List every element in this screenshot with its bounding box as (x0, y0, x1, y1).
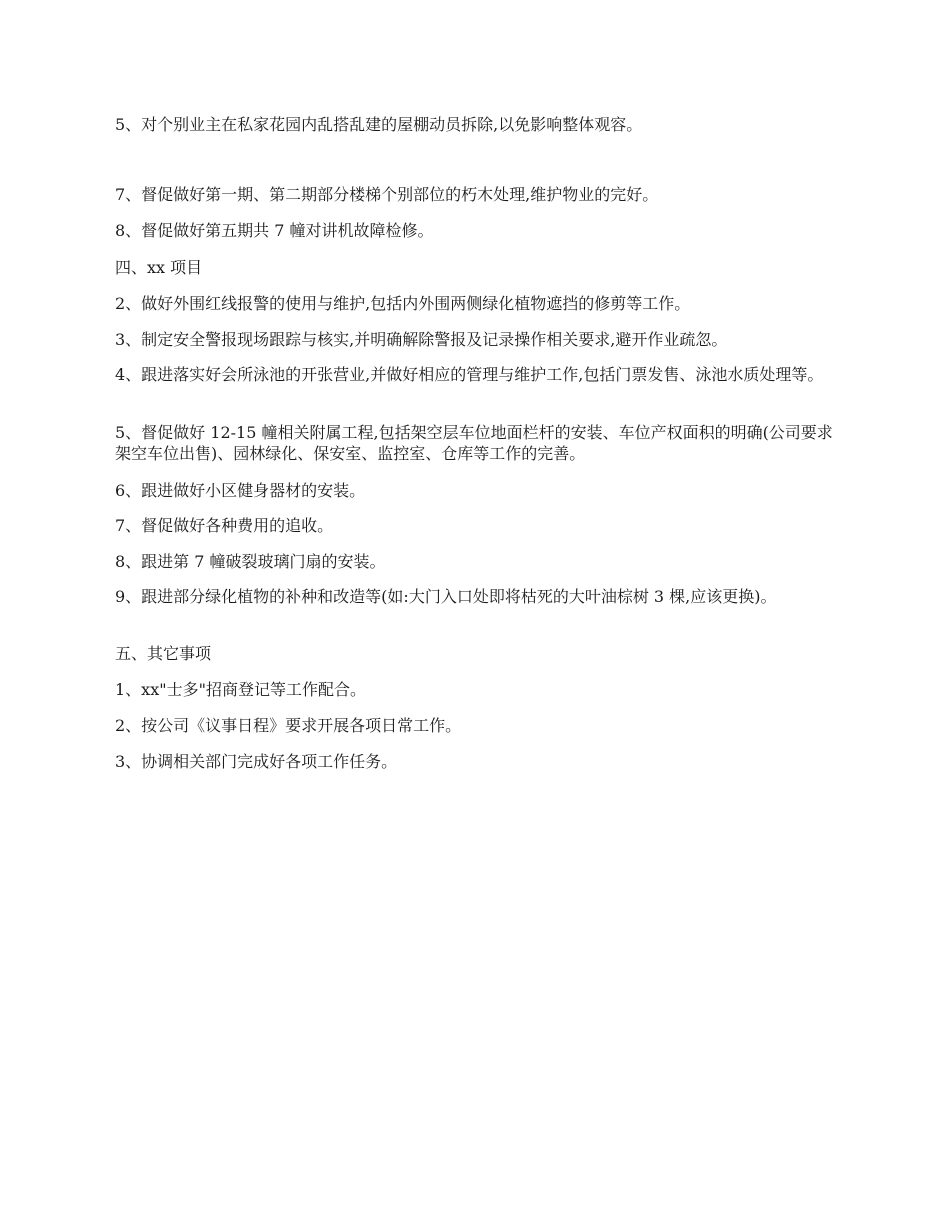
paragraph-item-7-fee-collection: 7、督促做好各种费用的追收。 (115, 516, 334, 535)
paragraph-item-4-pool: 4、跟进落实好会所泳池的开张营业,并做好相应的管理与维护工作,包括门票发售、泳池水质处理等。 (115, 365, 824, 384)
paragraph-item-8-intercom: 8、督促做好第五期共 7 幢对讲机故障检修。 (115, 221, 434, 240)
paragraph-item-9-replanting: 9、跟进部分绿化植物的补种和改造等(如:大门入口处即将枯死的大叶油棕树 3 棵,应该更换)。 (115, 587, 777, 606)
paragraph-item-8-glass-door: 8、跟进第 7 幢破裂玻璃门扇的安装。 (115, 552, 386, 571)
paragraph-item-5-buildings-12-15: 5、督促做好 12-15 幢相关附属工程,包括架空层车位地面栏杆的安装、车位产权面积的明确(公司要求架空车位出售)、园林绿化、保安室、监控室、仓库等工作的完善。 (115, 423, 833, 463)
paragraph-item-3-security-alarm: 3、制定安全警报现场跟踪与核实,并明确解除警报及记录操作相关要求,避开作业疏忽。 (115, 330, 728, 349)
paragraph-item-2-daily-work: 2、按公司《议事日程》要求开展各项日常工作。 (115, 716, 462, 735)
paragraph-item-6-fitness-equipment: 6、跟进做好小区健身器材的安装。 (115, 481, 366, 500)
paragraph-item-5-garden-sheds: 5、对个别业主在私家花园内乱搭乱建的屋棚动员拆除,以免影响整体观容。 (115, 115, 643, 134)
paragraph-item-3-coordination: 3、协调相关部门完成好各项工作任务。 (115, 752, 398, 771)
section-heading-xx-project: 四、xx 项目 (115, 258, 203, 277)
section-heading-other-matters: 五、其它事项 (115, 644, 212, 663)
paragraph-item-7-stair-wood: 7、督促做好第一期、第二期部分楼梯个别部位的朽木处理,维护物业的完好。 (115, 185, 659, 204)
paragraph-item-2-perimeter-alarm: 2、做好外围红线报警的使用与维护,包括内外围两侧绿化植物遮挡的修剪等工作。 (115, 294, 691, 313)
paragraph-item-1-store-registration: 1、xx"士多"招商登记等工作配合。 (115, 680, 366, 699)
